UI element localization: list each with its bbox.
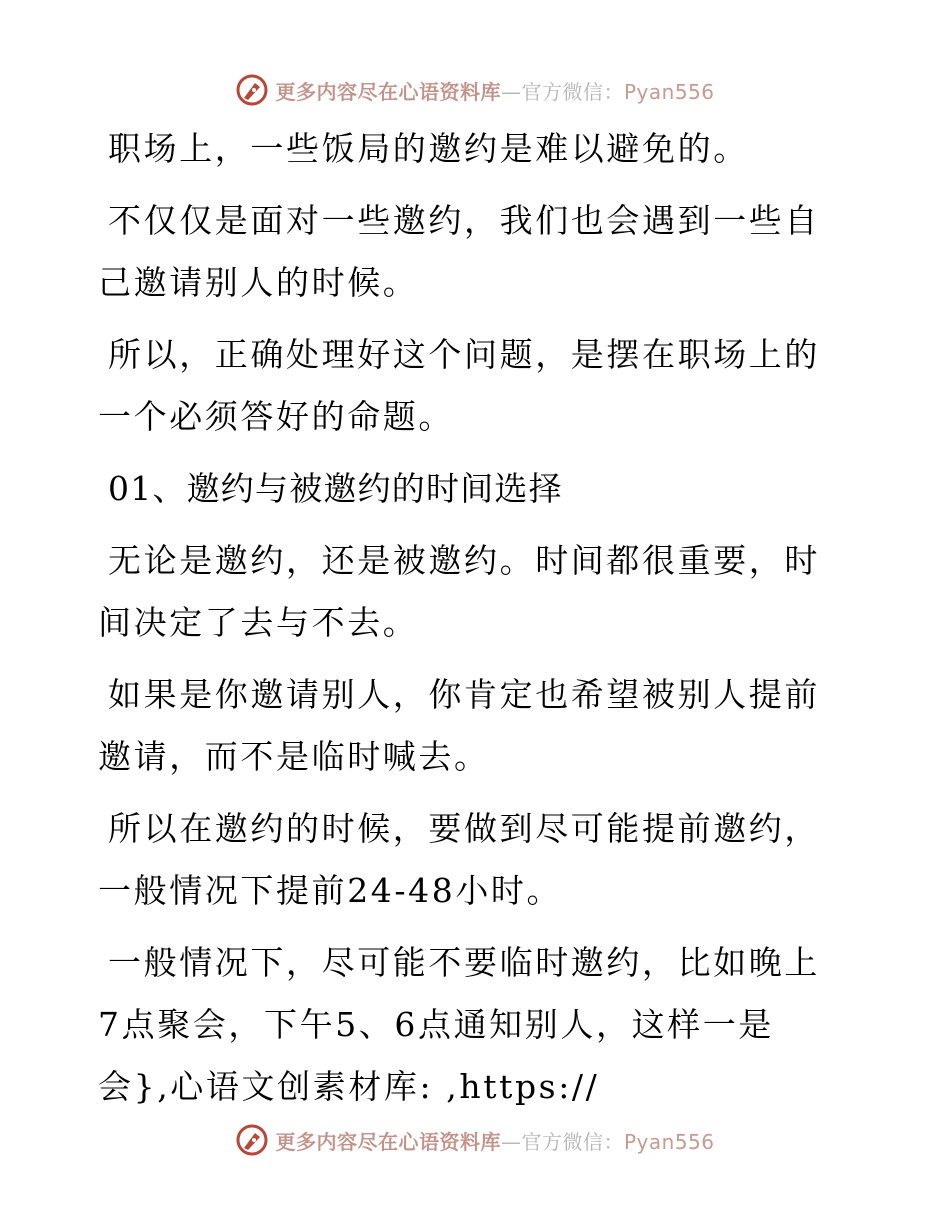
footer-brand: 更多内容尽在心语资料库 — [275, 1129, 501, 1154]
paragraph-6: 如果是你邀请别人，你肯定也希望被别人提前邀请，而不是临时喊去。 — [98, 675, 820, 776]
footer-banner-content — [235, 1123, 714, 1157]
footer-wechat-id: Pyan556 — [623, 1129, 715, 1154]
footer-dash: — — [500, 1129, 522, 1154]
section-heading: 01、邀约与被邀约的时间选择 — [108, 469, 563, 508]
header-banner-text — [275, 76, 714, 105]
paragraph-7: 所以在邀约的时候，要做到尽可能提前邀约，一般情况下提前24-48小时。 — [98, 809, 820, 910]
footer-banner — [0, 1120, 950, 1160]
document-body — [98, 118, 838, 1128]
header-brand: 更多内容尽在心语资料库 — [275, 79, 501, 104]
header-wechat-id: Pyan556 — [623, 79, 715, 104]
header-dash: — — [500, 79, 522, 104]
paragraph-8: 一般情况下，尽可能不要临时邀约，比如晚上7点聚会，下午5、6点通知别人，这样一是会},心语文创素材库: ,https:// — [98, 943, 820, 1106]
paragraph-5: 无论是邀约，还是被邀约。时间都很重要，时间决定了去与不去。 — [98, 541, 820, 642]
pen-logo-icon — [235, 1123, 269, 1157]
header-wechat-label: 官方微信： — [521, 79, 624, 104]
pen-logo-icon — [235, 73, 269, 107]
header-banner-content — [235, 73, 714, 107]
header-banner — [0, 70, 950, 110]
paragraph-3: 所以，正确处理好这个问题，是摆在职场上的一个必须答好的命题。 — [98, 335, 820, 436]
paragraph-1: 职场上，一些饭局的邀约是难以避免的。 — [108, 129, 749, 168]
paragraph-2: 不仅仅是面对一些邀约，我们也会遇到一些自己邀请别人的时候。 — [98, 201, 820, 302]
footer-wechat-label: 官方微信： — [521, 1129, 624, 1154]
footer-banner-text — [275, 1126, 714, 1155]
